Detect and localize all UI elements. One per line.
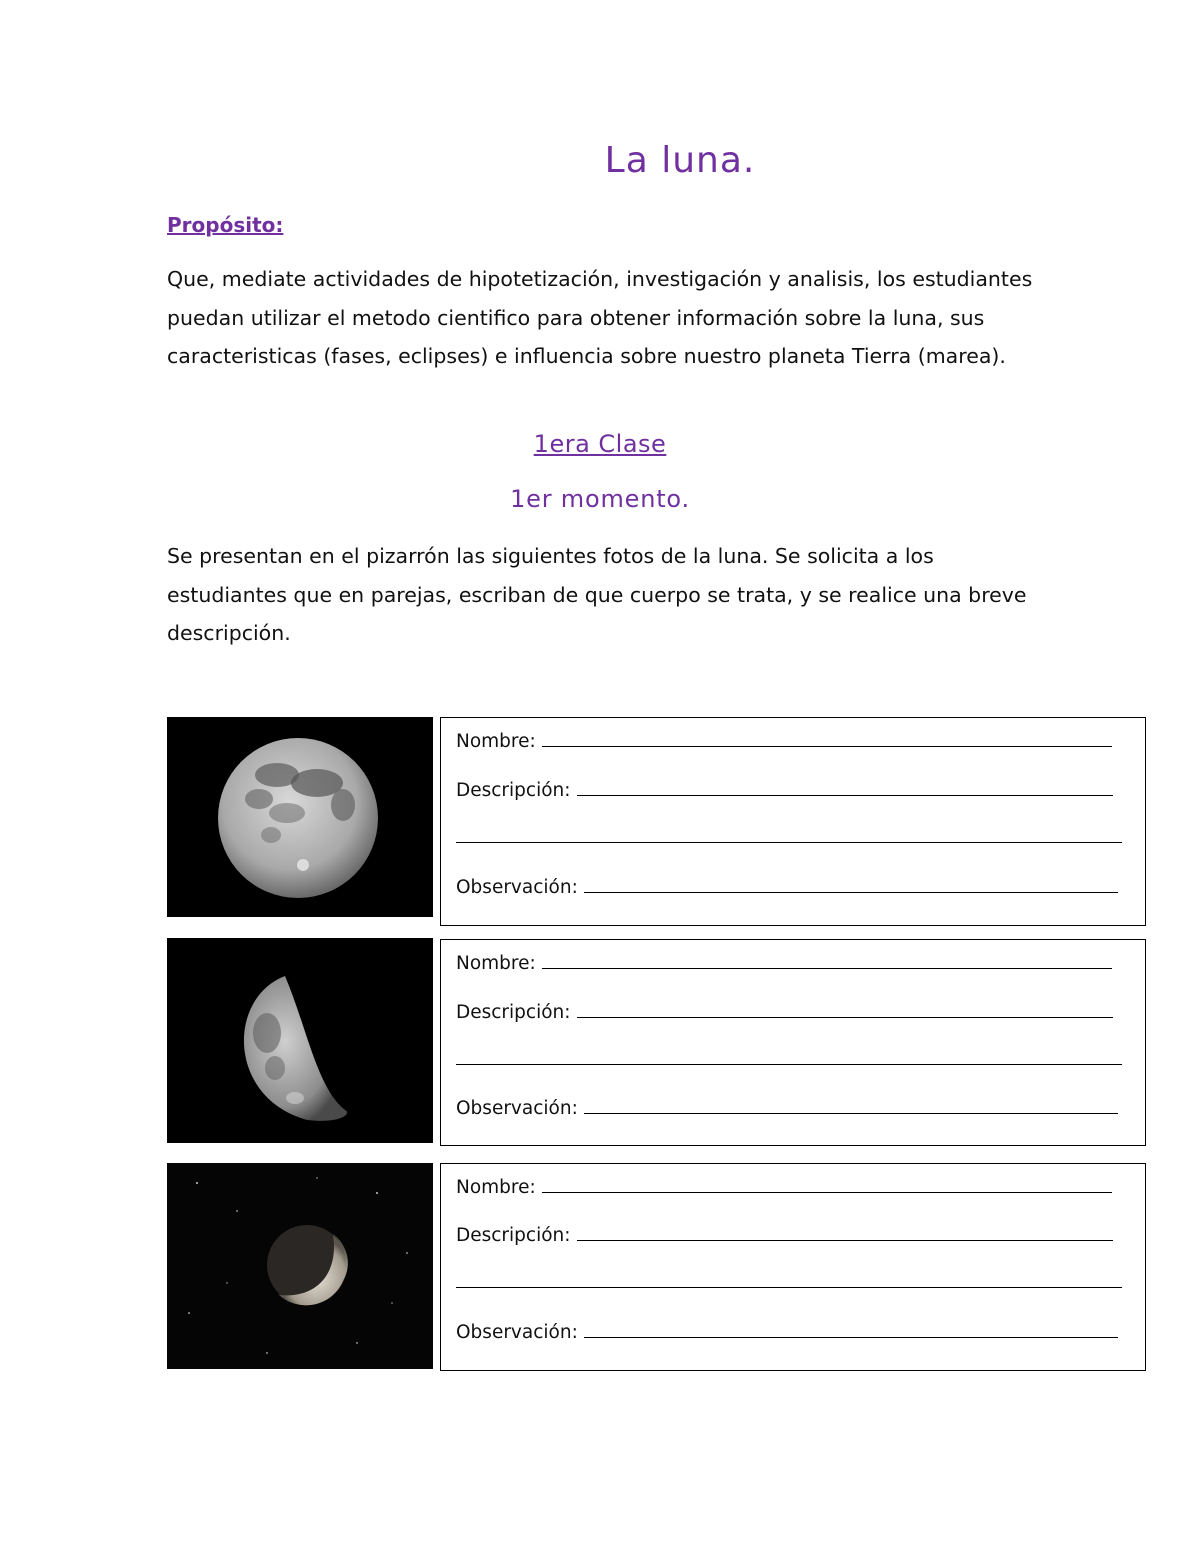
descripcion-extra-field[interactable] bbox=[456, 1048, 1122, 1070]
descripcion-field[interactable] bbox=[456, 779, 1113, 801]
descripcion-field[interactable] bbox=[456, 1224, 1113, 1246]
nombre-blank[interactable] bbox=[542, 1176, 1112, 1193]
card-2-form bbox=[440, 939, 1146, 1146]
descripcion-label: Descripción: bbox=[456, 1225, 571, 1246]
purpose-heading: Propósito: bbox=[167, 213, 284, 237]
card-1-form bbox=[440, 717, 1146, 926]
descripcion-blank[interactable] bbox=[577, 1224, 1113, 1241]
observacion-field[interactable] bbox=[456, 1321, 1118, 1343]
nombre-field[interactable] bbox=[456, 730, 1112, 752]
gibbous-moon-photo bbox=[167, 938, 433, 1143]
observacion-blank[interactable] bbox=[584, 876, 1118, 893]
descripcion-extra-blank[interactable] bbox=[456, 1048, 1122, 1065]
observacion-blank[interactable] bbox=[584, 1321, 1118, 1338]
descripcion-extra-blank[interactable] bbox=[456, 826, 1122, 843]
nombre-blank[interactable] bbox=[542, 952, 1112, 969]
descripcion-extra-field[interactable] bbox=[456, 826, 1122, 848]
nombre-label: Nombre: bbox=[456, 731, 536, 752]
descripcion-label: Descripción: bbox=[456, 780, 571, 801]
observacion-blank[interactable] bbox=[584, 1097, 1118, 1114]
descripcion-label: Descripción: bbox=[456, 1002, 571, 1023]
descripcion-extra-field[interactable] bbox=[456, 1271, 1122, 1293]
descripcion-extra-blank[interactable] bbox=[456, 1271, 1122, 1288]
full-moon-photo bbox=[167, 717, 433, 917]
descripcion-field[interactable] bbox=[456, 1001, 1113, 1023]
moment-heading: 1er momento. bbox=[510, 485, 690, 513]
nombre-field[interactable] bbox=[456, 1176, 1112, 1198]
crescent-moon-photo bbox=[167, 1163, 433, 1369]
observacion-label: Observación: bbox=[456, 1098, 578, 1119]
descripcion-blank[interactable] bbox=[577, 1001, 1113, 1018]
descripcion-blank[interactable] bbox=[577, 779, 1113, 796]
observacion-label: Observación: bbox=[456, 1322, 578, 1343]
card-3-form bbox=[440, 1163, 1146, 1371]
purpose-text: Que, mediate actividades de hipotetización, investigación y analisis, los estudiantes puedan utilizar el metodo cientifico para obtener información sobre la luna, sus caracteristicas (fases, eclipses) e influencia sobre nuestro planeta Tierra (marea). bbox=[167, 267, 1033, 369]
observacion-field[interactable] bbox=[456, 876, 1118, 898]
class-heading: 1era Clase bbox=[533, 430, 667, 458]
observacion-field[interactable] bbox=[456, 1097, 1118, 1119]
nombre-blank[interactable] bbox=[542, 730, 1112, 747]
observacion-label: Observación: bbox=[456, 877, 578, 898]
nombre-label: Nombre: bbox=[456, 1177, 536, 1198]
nombre-label: Nombre: bbox=[456, 953, 536, 974]
page-title: La luna. bbox=[604, 140, 756, 181]
instructions-text: Se presentan en el pizarrón las siguientes fotos de la luna. Se solicita a los estudiantes que en parejas, escriban de que cuerpo se trata, y se realice una breve descripción. bbox=[167, 544, 1027, 646]
nombre-field[interactable] bbox=[456, 952, 1112, 974]
